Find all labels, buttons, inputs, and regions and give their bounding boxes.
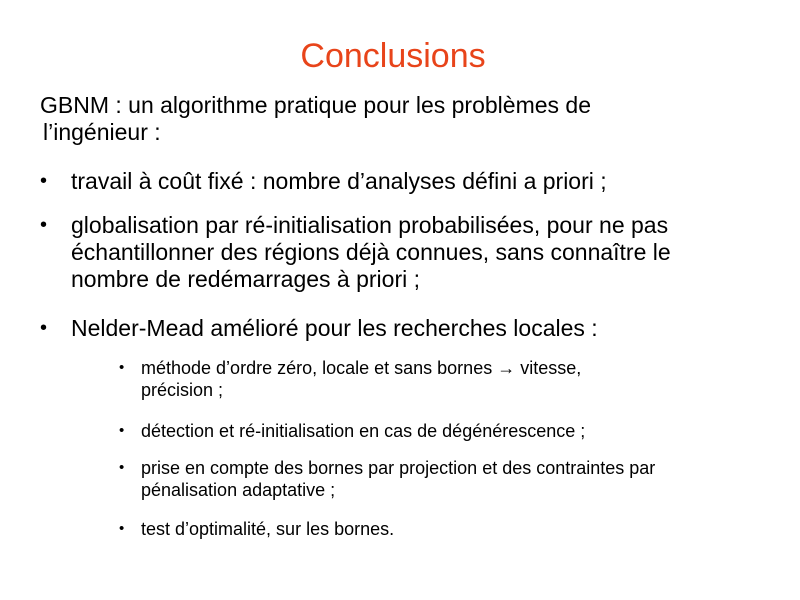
subbullet-text (141, 357, 581, 401)
bullet-line: nombre de redémarrages à priori ; (71, 266, 420, 292)
bullet-text (71, 212, 671, 293)
subbullet-line: test d’optimalité, sur les bornes. (141, 519, 395, 539)
slide-title: Conclusions (300, 37, 486, 75)
bullet-line: globalisation par ré-initialisation probabilisées, pour ne pas (71, 212, 669, 238)
bullet-line: échantillonner des régions déjà connues, sans connaître le (71, 239, 671, 265)
subbullet-text (141, 518, 394, 540)
bullet-text (71, 315, 598, 342)
bullet-marker: • (40, 170, 48, 192)
subbullet-line: prise en compte des bornes par projection et des contraintes par (141, 458, 656, 478)
bullet-line: travail à coût fixé : nombre d’analyses défini a priori ; (71, 168, 607, 194)
bullet-marker: • (40, 214, 48, 236)
subbullet-text (141, 420, 585, 442)
subbullet-marker: • (119, 359, 125, 376)
subbullet-line: méthode d’ordre zéro, locale et sans bornes → vitesse, (141, 358, 582, 378)
intro-line-1: GBNM : un algorithme pratique pour les problèmes de (40, 92, 592, 118)
intro-paragraph (40, 92, 760, 146)
subbullet-line: détection et ré-initialisation en cas de dégénérescence ; (141, 421, 586, 441)
subbullet-text (141, 457, 655, 501)
bullet-marker: • (40, 317, 48, 339)
subbullet-line: pénalisation adaptative ; (141, 480, 336, 500)
intro-line-2: l’ingénieur : (43, 119, 161, 145)
subbullet-marker: • (119, 459, 125, 476)
subbullet-marker: • (119, 422, 125, 439)
subbullet-marker: • (119, 520, 125, 537)
bullet-text (71, 168, 607, 195)
bullet-line: Nelder-Mead amélioré pour les recherches locales : (71, 315, 598, 341)
subbullet-line: précision ; (141, 380, 224, 400)
